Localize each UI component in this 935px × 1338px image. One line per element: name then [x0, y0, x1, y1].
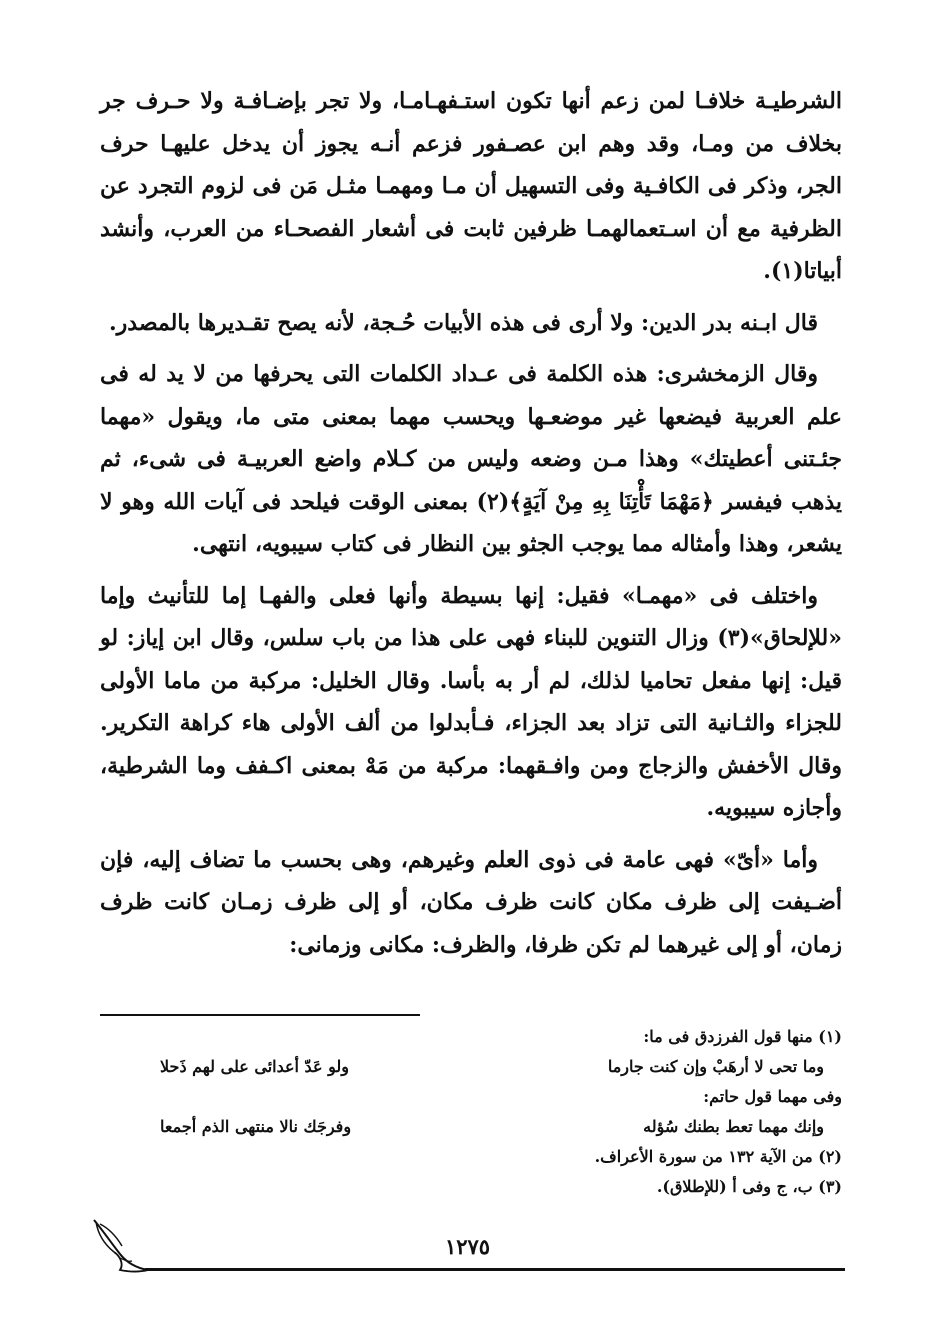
page-body: [100, 80, 842, 975]
footnote-2: (٢) من الآية ١٣٢ من سورة الأعراف.: [594, 1147, 842, 1166]
bottom-rule: [145, 1268, 845, 1271]
footnote-separator: [100, 1014, 420, 1016]
footnote-3: (٣) ب، ج وفى أ (للإطلاق).: [656, 1177, 842, 1196]
paragraph: واختلف فى «مهمـا» فقيل: إنها بسيطة وأنها فعلى والفهـا إما للتأنيث وإما «للإلحاق»(٣) وزال التنوين للبناء فهى على هذا من باب سلس، وقال ابن إياز: لو قيل: إنها مفعل تحاميا لذلك، لم أر به بأسا. وقال الخليل: مركبة من ماما الأولى للجزاء والثـانية التى تزاد بعد الجزاء، فـأبدلوا من ألف الأولى هاء كراهة التكرير. وقال الأخفش والزجاج ومن وافـقهما: مركبة من مَهْ بمعنى اكـفف وما الشرطية، وأجازه سيبويه.: [100, 582, 842, 821]
verse-line-2: [100, 1112, 842, 1142]
footnote-1-intro: (١) منها قول الفرزدق فى ما:: [643, 1027, 842, 1046]
quill-icon: [90, 1214, 152, 1276]
verse-hemistich: وفرجَك نالا منتهى الذم أجمعا: [160, 1117, 352, 1136]
verse-hemistich: وإنك مهما تعط بطنك سُؤله: [643, 1117, 824, 1136]
paragraph: وقال الزمخشرى: هذه الكلمة فى عـداد الكلمات التى يحرفها من لا يد له فى علم العربية فيضعها غير موضعـها ويحسب مهما بمعنى متى ما، ويقول «مهما جئـتنى أعطيتك» وهذا مـن وضعه وليس من كـلام واضع العربيـة فى شىء، ثم يذهب فيفسر ﴿مَهْمَا تَأْتِنَا بِهِ مِنْ آيَةٍ﴾(٢) بمعنى الوقت فيلحد فى آيات الله وهو لا يشعر، وهذا وأمثاله مما يوجب الجثو بين النظار فى كتاب سيبويه، انتهى.: [100, 361, 842, 557]
footnote-1-mid: وفى مهما قول حاتم:: [703, 1087, 842, 1106]
page-number: ١٢٧٥: [444, 1234, 491, 1259]
paragraph: الشرطيـة خلافـا لمن زعم أنها تكون استـفهـامـا، ولا تجر بإضـافـة ولا حـرف جر بخلاف من ومـا، وقد وهم ابن عصـفور فزعم أنـه يجوز أن يدخل عليهـا حرف الجر، وذكر فى الكافـية وفى التسهيل أن مـا ومهمـا مثـل مَن فى لزوم التجرد عن الظرفية مع أن اسـتعمالهمـا ظرفين ثابت فى أشعار الفصحـاء من العرب، وأنشد أبياتا(١).: [100, 88, 842, 284]
paragraph: وأما «أىّ» فهى عامة فى ذوى العلم وغيرهم، وهى بحسب ما تضاف إليه، فإن أضـيفت إلى ظرف مكان كانت ظرف مكان، أو إلى ظرف زمـان كانت ظرف زمان، أو إلى غيرهما لم تكن ظرفا، والظرف: مكانى وزمانى:: [100, 846, 842, 958]
verse-hemistich: ولو عَدّ أعدائى على لهم ذَحلا: [160, 1057, 349, 1076]
footnotes: [100, 1022, 842, 1202]
paragraph: قال ابـنه بدر الدين: ولا أرى فى هذه الأبيات حُـجة، لأنه يصح تقـديرها بالمصدر.: [108, 309, 818, 336]
verse-hemistich: وما تحى لا أرهَبْ وإن كنت جارما: [607, 1057, 824, 1076]
verse-line-1: [100, 1052, 842, 1082]
